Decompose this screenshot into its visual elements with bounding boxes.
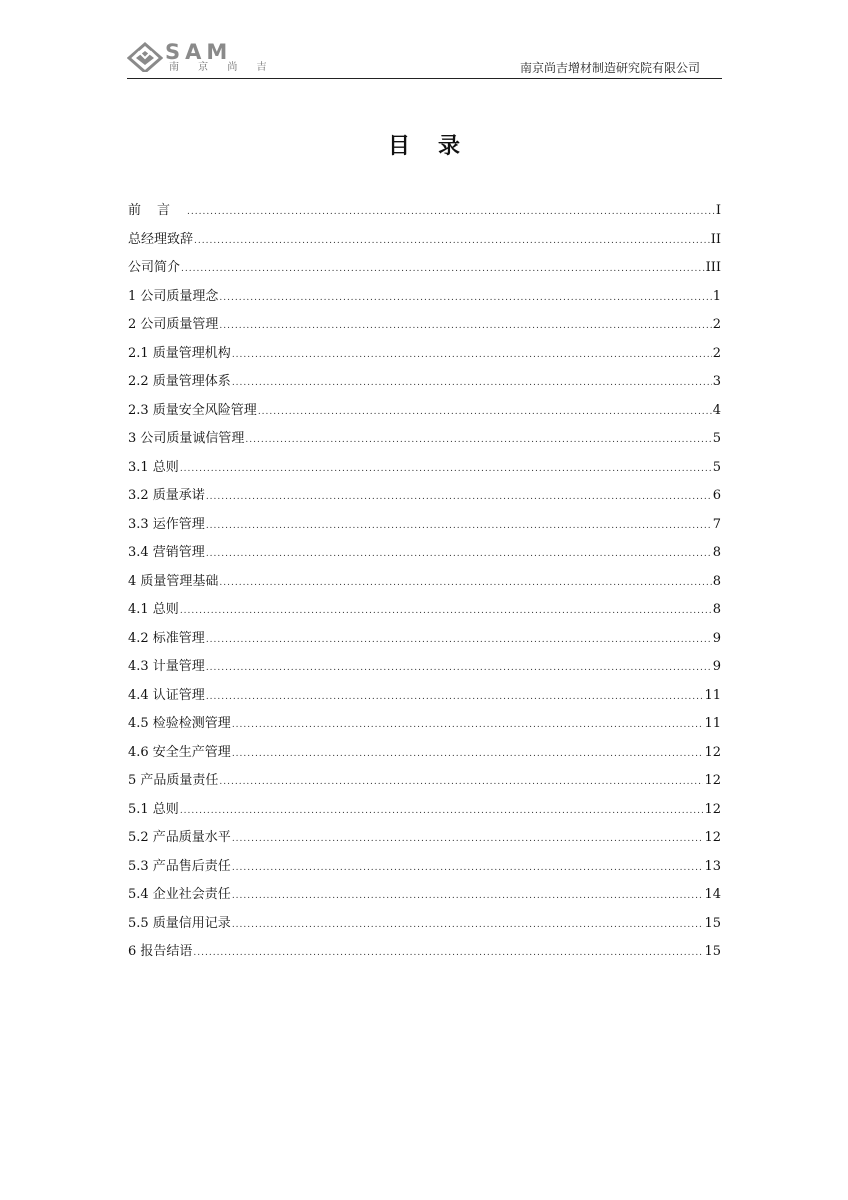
toc-entry-label: 总经理致辞 <box>128 231 194 247</box>
toc-dot-leader <box>206 512 712 541</box>
page-title: 目录 <box>387 134 488 159</box>
logo-wordmark: SAM <box>165 40 233 64</box>
toc-dot-leader <box>194 227 710 256</box>
toc-entry-label: 3 公司质量诚信管理 <box>128 431 245 446</box>
logo-subtitle: 南 京 尚 吉 <box>169 62 275 73</box>
toc-entry[interactable] <box>128 625 721 654</box>
toc-entry-page: 12 <box>704 744 721 760</box>
toc-entry[interactable] <box>128 254 721 283</box>
toc-entry-page: 9 <box>712 659 721 674</box>
toc-entry-label: 4.3 计量管理 <box>128 659 205 674</box>
toc-dot-leader <box>206 540 712 569</box>
toc-entry[interactable] <box>128 596 721 625</box>
toc-entry-label: 6 报告结语 <box>128 944 193 959</box>
toc-entry[interactable] <box>128 881 721 910</box>
toc-dot-leader <box>180 455 712 484</box>
toc-dot-leader <box>232 711 704 740</box>
toc-entry-label: 4.2 标准管理 <box>128 630 205 646</box>
toc-entry-label: 1 公司质量理念 <box>128 288 219 304</box>
toc-dot-leader <box>232 369 712 398</box>
toc-entry[interactable] <box>128 482 721 511</box>
toc-entry-label: 4.5 检验检测管理 <box>128 716 231 731</box>
toc-entry-label: 4.6 安全生产管理 <box>128 744 231 760</box>
toc-entry-page: III <box>705 260 721 275</box>
toc-entry-page: 8 <box>712 573 721 589</box>
toc-entry-page: 4 <box>712 402 721 418</box>
toc-entry-page: 14 <box>704 887 721 902</box>
toc-entry[interactable] <box>128 539 721 568</box>
toc-entry[interactable] <box>128 682 721 711</box>
toc-dot-leader <box>181 255 705 284</box>
toc-entry-label: 5 产品质量责任 <box>128 773 219 788</box>
toc-dot-leader <box>206 483 712 512</box>
toc-entry-label: 4 质量管理基础 <box>128 573 219 589</box>
toc-dot-leader <box>245 426 711 455</box>
toc-dot-leader <box>206 626 712 655</box>
toc-entry-page: 7 <box>712 516 721 532</box>
toc-entry-label: 5.2 产品质量水平 <box>128 830 231 845</box>
toc-entry-page: 15 <box>704 944 721 959</box>
toc-entry-page: 5 <box>712 431 721 446</box>
toc-dot-leader <box>258 398 712 427</box>
toc-dot-leader <box>180 797 704 826</box>
toc-entry-label: 2.3 质量安全风险管理 <box>128 402 257 418</box>
company-logo <box>127 40 275 78</box>
toc-entry[interactable] <box>128 853 721 882</box>
toc-entry-page: II <box>710 231 721 247</box>
company-name: 南京尚吉增材制造研究院有限公司 <box>519 61 700 75</box>
toc-entry-page: 13 <box>704 858 721 874</box>
toc-dot-leader <box>232 854 704 883</box>
toc-entry-page: 12 <box>704 801 721 817</box>
toc-entry-label: 5.1 总则 <box>128 801 179 817</box>
toc-entry[interactable] <box>128 197 721 226</box>
toc-entry[interactable] <box>128 910 721 939</box>
toc-dot-leader <box>193 939 703 968</box>
toc-dot-leader <box>219 569 711 598</box>
toc-entry-label: 5.5 质量信用记录 <box>128 915 231 931</box>
toc-entry-page: 12 <box>704 830 721 845</box>
toc-entry[interactable] <box>128 283 721 312</box>
toc-dot-leader <box>232 740 704 769</box>
toc-entry[interactable] <box>128 368 721 397</box>
toc-entry[interactable] <box>128 710 721 739</box>
toc-entry[interactable] <box>128 568 721 597</box>
toc-entry[interactable] <box>128 397 721 426</box>
toc-entry-label: 3.4 营销管理 <box>128 545 205 560</box>
toc-dot-leader <box>232 825 704 854</box>
toc-entry-page: 12 <box>704 773 721 788</box>
toc-entry-page: 5 <box>712 459 721 475</box>
page-header <box>127 40 722 80</box>
toc-entry[interactable] <box>128 340 721 369</box>
toc-entry[interactable] <box>128 311 721 340</box>
toc-entry[interactable] <box>128 824 721 853</box>
toc-entry-label: 2.2 质量管理体系 <box>128 374 231 389</box>
toc-entry[interactable] <box>128 767 721 796</box>
toc-entry[interactable] <box>128 511 721 540</box>
toc-dot-leader <box>206 654 712 683</box>
toc-entry-page: 6 <box>712 488 721 503</box>
toc-entry-label: 2 公司质量管理 <box>128 317 219 332</box>
toc-dot-leader <box>232 882 704 911</box>
toc-entry-page: 8 <box>712 602 721 617</box>
toc-entry-label: 4.1 总则 <box>128 602 179 617</box>
header-divider <box>127 78 722 79</box>
toc-entry-label: 5.3 产品售后责任 <box>128 858 231 874</box>
toc-entry-label: 3.1 总则 <box>128 459 179 475</box>
toc-entry-page: 3 <box>712 374 721 389</box>
toc-dot-leader <box>180 597 712 626</box>
toc-entry[interactable] <box>128 796 721 825</box>
toc-entry-label: 5.4 企业社会责任 <box>128 887 231 902</box>
toc-entry-page: 1 <box>712 288 721 304</box>
toc-entry-label: 2.1 质量管理机构 <box>128 345 231 361</box>
toc-entry-label: 4.4 认证管理 <box>128 687 205 703</box>
toc-entry[interactable] <box>128 739 721 768</box>
toc-entry[interactable] <box>128 454 721 483</box>
toc-dot-leader <box>206 683 704 712</box>
toc-dot-leader <box>219 284 711 313</box>
toc-entry[interactable] <box>128 226 721 255</box>
table-of-contents <box>128 197 721 967</box>
toc-entry-page: I <box>715 203 721 218</box>
toc-dot-leader <box>219 768 703 797</box>
toc-entry-label: 公司简介 <box>128 260 181 275</box>
toc-dot-leader <box>232 911 704 940</box>
toc-entry-page: 11 <box>704 716 721 731</box>
toc-dot-leader <box>187 198 715 227</box>
toc-entry[interactable] <box>128 938 721 967</box>
toc-entry[interactable] <box>128 425 721 454</box>
toc-entry-page: 15 <box>704 915 721 931</box>
toc-dot-leader <box>219 312 711 341</box>
toc-entry-page: 8 <box>712 545 721 560</box>
toc-entry-page: 2 <box>712 345 721 361</box>
toc-entry-label: 3.3 运作管理 <box>128 516 205 532</box>
toc-dot-leader <box>232 341 712 370</box>
toc-entry-page: 9 <box>712 630 721 646</box>
toc-entry-label: 3.2 质量承诺 <box>128 488 205 503</box>
sam-diamond-logo-icon <box>127 42 163 72</box>
toc-entry-page: 11 <box>704 687 721 703</box>
toc-entry-page: 2 <box>712 317 721 332</box>
toc-entry-label: 前言 <box>128 203 187 218</box>
toc-entry[interactable] <box>128 653 721 682</box>
